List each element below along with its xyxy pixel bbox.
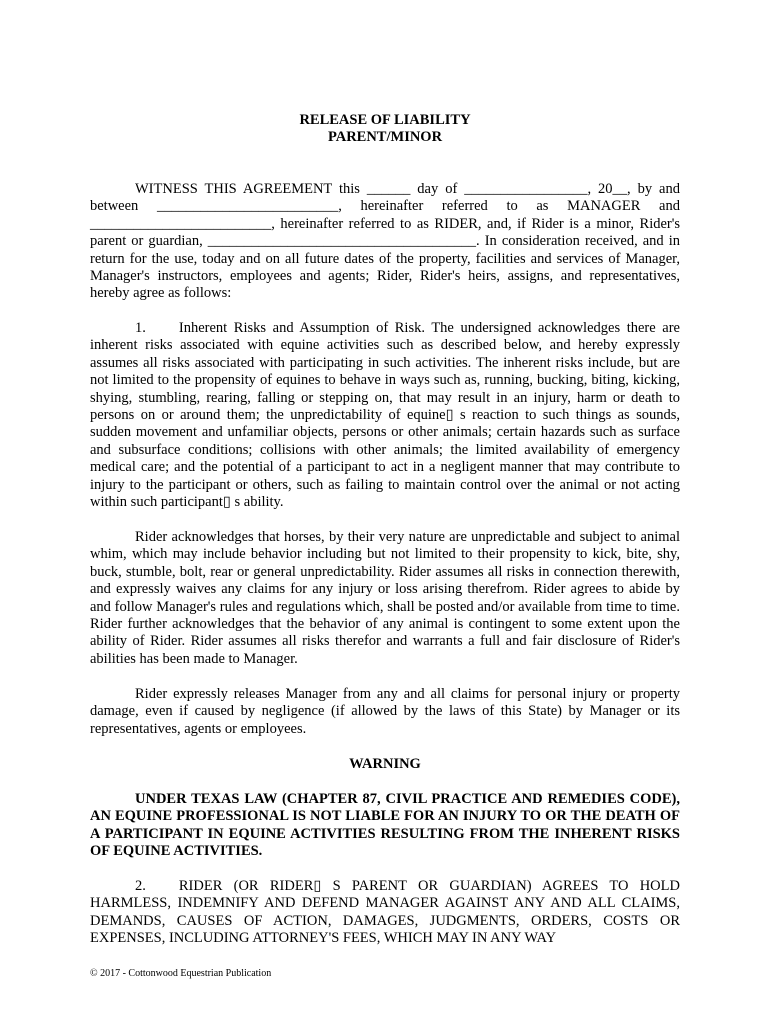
footer-copyright: © 2017 - Cottonwood Equestrian Publication bbox=[90, 968, 272, 979]
warning-heading: WARNING bbox=[349, 756, 421, 772]
section-1-number: 1. bbox=[135, 320, 146, 336]
section-1-paragraph bbox=[90, 320, 680, 511]
document-title: RELEASE OF LIABILITY bbox=[299, 112, 471, 128]
rider-acknowledgement-paragraph bbox=[90, 529, 680, 668]
witness-paragraph bbox=[90, 181, 680, 303]
witness-paragraph-text: WITNESS THIS AGREEMENT this ______ day of _________________, 20__, by and between _________________________, hereinafter referred to as MANAGER and _________________________, hereinafter referred to as RIDER, and, if Rider is a minor, Rider's parent or guardian, _____________________________________. In consideration received, and in return for the use, today and on all future dates of the property, facilities and services of Manager, Manager's instructors, employees and agents; Rider, Rider's heirs, assigns, and representatives, hereby agree as follows: bbox=[90, 181, 680, 302]
section-1-text: Inherent Risks and Assumption of Risk. The undersigned acknowledges there are inherent risks associated with equine activities such as described below, and hereby expressly assumes all risks associated with participating in such activities. The inherent risks include, but are not limited to the propensity of equines to behave in ways such as, running, bucking, biting, kicking, shying, stumbling, rearing, falling or stepping on, that may result in an injury, harm or death to persons on or around them; the unpredictability of equine▯ s reaction to such things as sounds, sudden movement and unfamiliar objects, persons or other animals; certain hazards such as surface and subsurface conditions; collisions with other animals; the limited availability of emergency medical care; and the potential of a participant to act in a negligent manner that may contribute to injury to the participant or others, such as failing to maintain control over the animal or not acting within such participant▯ s ability. bbox=[90, 320, 680, 511]
section-2-number: 2. bbox=[135, 878, 146, 894]
warning-paragraph bbox=[90, 791, 680, 861]
release-paragraph-text: Rider expressly releases Manager from any and all claims for personal injury or property damage, even if caused by negligence (if allowed by the laws of this State) by Manager or its representatives, agents or employees. bbox=[90, 686, 680, 737]
release-paragraph bbox=[90, 686, 680, 738]
section-2-paragraph bbox=[90, 878, 680, 948]
warning-text: UNDER TEXAS LAW (CHAPTER 87, CIVIL PRACTICE AND REMEDIES CODE), AN EQUINE PROFESSIONAL IS NOT LIABLE FOR AN INJURY TO OR THE DEATH OF A PARTICIPANT IN EQUINE ACTIVITIES RESULTING FROM THE INHERENT RISKS OF EQUINE ACTIVITIES. bbox=[90, 791, 680, 860]
rider-acknowledgement-text: Rider acknowledges that horses, by their very nature are unpredictable and subject to animal whim, which may include behavior including but not limited to their propensity to kick, bite, shy, buck, stumble, bolt, rear or general unpredictability. Rider assumes all risks in connection therewith, and expressly waives any claims for any injury or loss arising therefrom. Rider agrees to abide by and follow Manager's rules and regulations which, shall be posted and/or available from time to time. Rider further acknowledges that the behavior of any animal is contingent to some extent upon the ability of Rider. Rider assumes all risks therefor and warrants a full and fair disclosure of Rider's abilities has been made to Manager. bbox=[90, 529, 680, 667]
section-2-text: RIDER (OR RIDER▯ S PARENT OR GUARDIAN) AGREES TO HOLD HARMLESS, INDEMNIFY AND DEFEND MANAGER AGAINST ANY AND ALL CLAIMS, DEMANDS, CAUSES OF ACTION, DAMAGES, JUDGMENTS, ORDERS, COSTS OR EXPENSES, INCLUDING ATTORNEY'S FEES, WHICH MAY IN ANY WAY bbox=[90, 878, 680, 947]
document-subtitle: PARENT/MINOR bbox=[327, 129, 443, 145]
